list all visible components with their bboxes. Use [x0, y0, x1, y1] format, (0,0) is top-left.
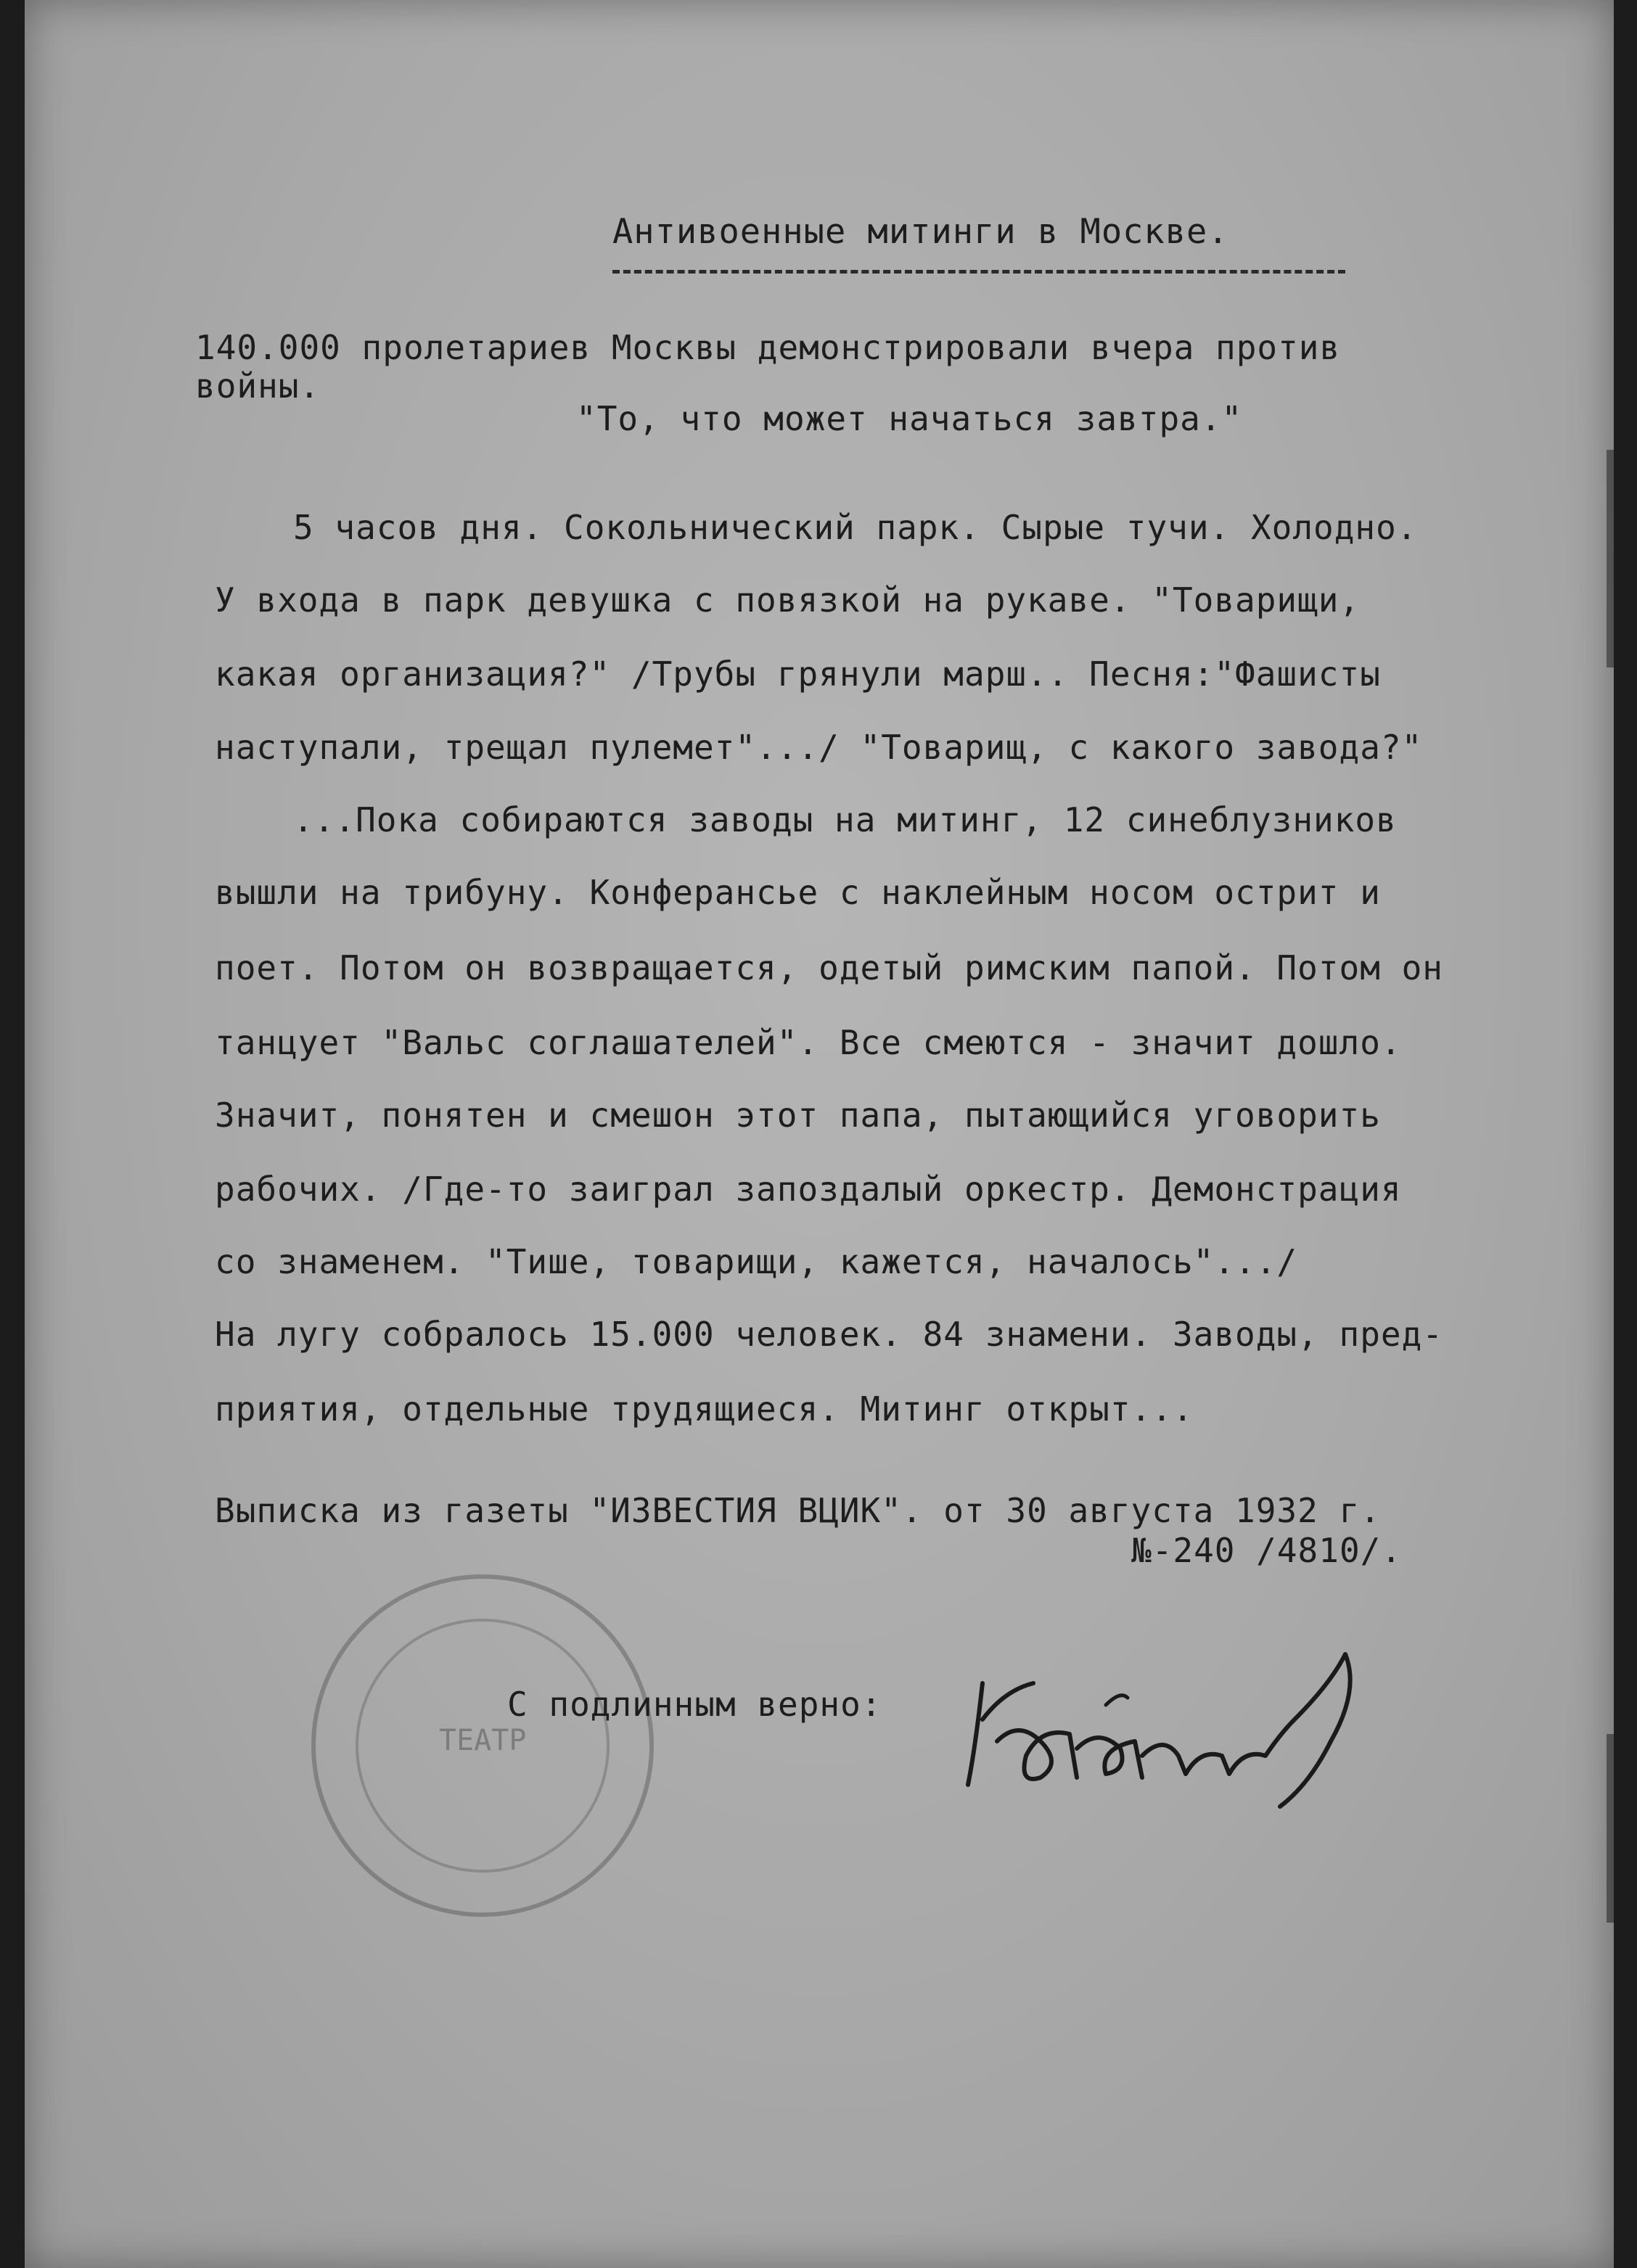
paragraph-line-2: У входа в парк девушка с повязкой на рукаве. "Товарищи,	[215, 580, 1361, 620]
paragraph-line-13: приятия, отдельные трудящиеся. Митинг открыт...	[215, 1389, 1194, 1429]
paragraph-line-1: 5 часов дня. Сокольнический парк. Сырые тучи. Холодно.	[293, 508, 1418, 547]
quote-line: "То, что может начаться завтра."	[576, 399, 1243, 438]
lead-line-1: 140.000 пролетариев Москвы демонстрировали вчера против	[195, 328, 1341, 367]
paragraph-line-4: наступали, трещал пулемет".../ "Товарищ, с какого завода?"	[215, 728, 1423, 767]
paragraph-line-8: танцует "Вальс соглашателей". Все смеются - значит дошло.	[215, 1023, 1402, 1062]
document-title: Антивоенные митинги в Москве.	[612, 212, 1229, 252]
paragraph-line-10: рабочих. /Где-то заиграл запоздалый оркестр. Демонстрация	[215, 1170, 1402, 1209]
page-edge-shadow	[1607, 450, 1614, 667]
paragraph-line-7: поет. Потом он возвращается, одетый римским папой. Потом он	[215, 948, 1443, 987]
title-underline	[612, 270, 1345, 274]
paragraph-line-12: На лугу собралось 15.000 человек. 84 знамени. Заводы, пред-	[215, 1315, 1443, 1354]
paragraph-line-9: Значит, понятен и смешон этот папа, пытающийся уговорить	[215, 1096, 1381, 1135]
paragraph-line-6: вышли на трибуну. Конферансье с наклейным носом острит и	[215, 873, 1381, 912]
certification-text: С подлинным верно:	[507, 1685, 882, 1724]
paragraph-line-11: со знаменем. "Тише, товарищи, кажется, началось".../	[215, 1242, 1298, 1281]
paragraph-line-5: ...Пока собираются заводы на митинг, 12 синеблузников	[293, 800, 1397, 839]
document-page	[25, 0, 1614, 2268]
lead-line-2: войны.	[195, 366, 321, 406]
stamp-text: ТЕАТР	[439, 1724, 527, 1757]
source-line: Выписка из газеты "ИЗВЕСТИЯ ВЦИК". от 30 августа 1932 г.	[215, 1491, 1381, 1530]
stamp-seal	[311, 1574, 654, 1917]
signature-mark	[953, 1640, 1389, 1828]
page-edge-shadow	[1607, 1734, 1614, 1923]
paragraph-line-3: какая организация?" /Трубы грянули марш.. Песня:"Фашисты	[215, 654, 1381, 694]
source-number: №-240 /4810/.	[1131, 1531, 1403, 1570]
